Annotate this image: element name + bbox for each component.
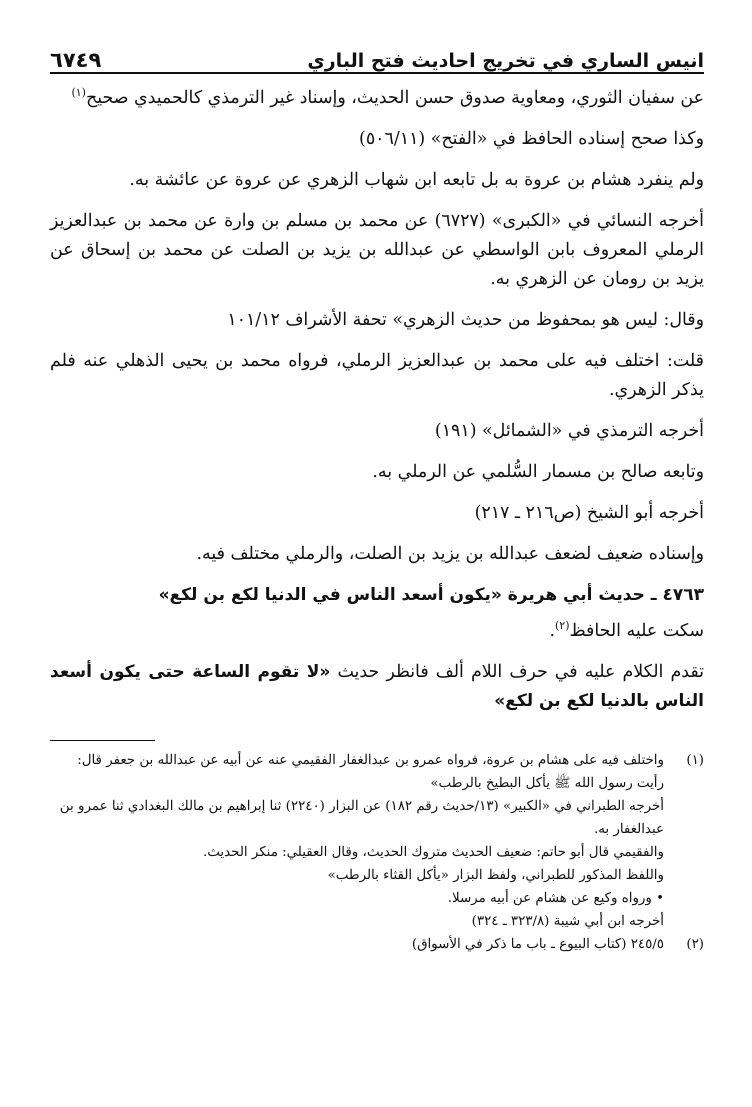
book-page (50, 38, 704, 1107)
hadith-note: سكت عليه الحافظ$^{(٢)}$. (549, 619, 704, 641)
paragraph-4: أخرجه النسائي في «الكبرى» (٦٧٢٧) عن محمد بن مسلم بن وارة عن محمد بن عبدالعزيز الرملي المعروف بابن الواسطي عن عبدالله بن يزيد بن الصلت عن محمد بن إسحاق عن يزيد بن رومان عن الزهري به. (50, 211, 704, 289)
footnotes (50, 749, 704, 956)
paragraph-6: قلت: اختلف فيه على محمد بن عبدالعزيز الرملي، فرواه محمد بن يحيى الذهلي عنه فلم يذكر الزهري. (50, 351, 704, 400)
footnote-1 (50, 749, 704, 933)
footnote-line: ٢٤٥/٥ (كتاب البيوع ـ باب ما ذكر في الأسواق) (411, 937, 664, 952)
page-number: ٦٧٤٩ (50, 48, 102, 72)
cross-reference: تقدم الكلام عليه في حرف اللام ألف فانظر حديث «لا تقوم الساعة حتى يكون أسعد الناس بالدنيا لكع بن لكع» (50, 662, 704, 711)
footnote-line: والفقيمي قال أبو حاتم: ضعيف الحديث متروك الحديث، وقال العقيلي: منكر الحديث. (203, 845, 664, 860)
paragraph-3: ولم ينفرد هشام بن عروة به بل تابعه ابن شهاب الزهري عن عروة عن عائشة به. (129, 170, 704, 190)
footnote-line: واختلف فيه على هشام بن عروة، فرواه عمرو بن عبدالغفار الفقيمي عنه عن أبيه عن عبدالله بن جعفر قال: رأيت رسول الله ﷺ يأكل البطيخ بالرطب» (77, 753, 664, 791)
paragraph-9: أخرجه أبو الشيخ (ص٢١٦ ـ ٢١٧) (474, 503, 704, 523)
paragraph-7: أخرجه الترمذي في «الشمائل» (١٩١) (434, 421, 704, 441)
paragraph-5: وقال: ليس هو بمحفوظ من حديث الزهري» تحفة الأشراف ١٠١/١٢ (227, 310, 704, 330)
footnote-line: واللفظ المذكور للطبراني، ولفظ البزار «يأكل القثاء بالرطب» (327, 868, 664, 883)
hadith-heading: ٤٧٦٣ ـ حديث أبي هريرة «يكون أسعد الناس في الدنيا لكع بن لكع» (158, 585, 704, 605)
paragraph-10: وإسناده ضعيف لضعف عبدالله بن يزيد بن الصلت، والرملي مختلف فيه. (196, 544, 704, 564)
book-title: انيس الساري في تخريج احاديث فتح الباري (307, 50, 704, 72)
footnote-line: • ورواه وكيع عن هشام عن أبيه مرسلا. (447, 891, 664, 906)
paragraph-1: عن سفيان الثوري، ومعاوية صدوق حسن الحديث، وإسناد غير الترمذي كالحميدي صحيح$^{(١)}$ (71, 86, 704, 108)
running-header (50, 38, 704, 74)
footnote-divider (50, 740, 155, 741)
paragraph-8: وتابعه صالح بن مسمار السُّلمي عن الرملي به. (372, 462, 704, 482)
footnote-number: (١) (686, 753, 704, 768)
footnote-line: أخرجه الطبراني في «الكبير» (١٣/حديث رقم ١٨٢) عن البزار (٢٢٤٠) ثنا إبراهيم بن مالك البغدادي ثنا عمرو بن عبدالغفار به. (59, 799, 664, 837)
footnote-ref-1[interactable]: (١) (71, 86, 86, 100)
cross-reference-hadith: «لا تقوم الساعة حتى يكون أسعد الناس بالدنيا لكع بن لكع» (50, 662, 704, 711)
footnote-ref-2[interactable]: (٢) (554, 619, 570, 633)
paragraph-2: وكذا صحح إسناده الحافظ في «الفتح» (٥٠٦/١١) (359, 129, 704, 149)
main-text (50, 84, 704, 716)
footnote-line: أخرجه ابن أبي شيبة (٣٢٣/٨ ـ ٣٢٤) (471, 914, 664, 929)
footnote-number: (٢) (686, 937, 704, 952)
footnote-2 (50, 933, 704, 956)
